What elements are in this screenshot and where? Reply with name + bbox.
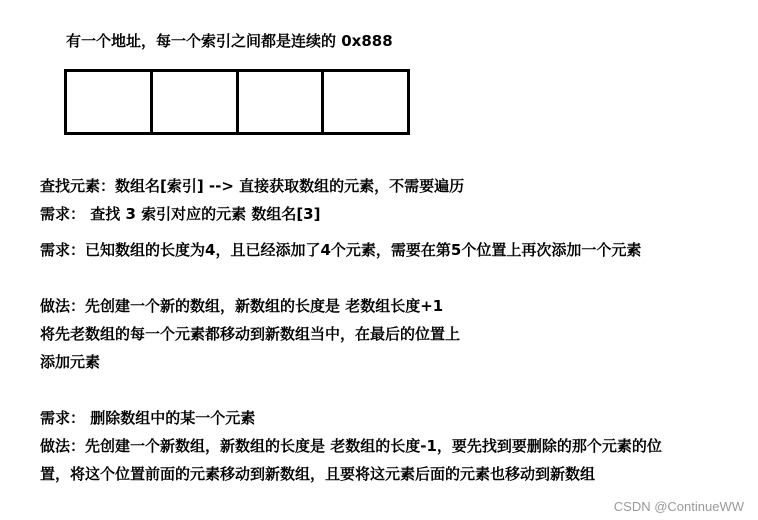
array-cell — [153, 72, 239, 132]
method-add-line-1: 做法：先创建一个新的数组，新数组的长度是 老数组长度+1 — [40, 297, 444, 315]
requirement-delete-line: 需求： 删除数组中的某一个元素 — [40, 409, 256, 427]
requirement-find-line: 需求： 查找 3 索引对应的元素 数组名[3] — [40, 205, 321, 223]
method-delete-line-2: 置，将这个位置前面的元素移动到新数组，且要将这元素后面的元素也移动到新数组 — [40, 465, 596, 483]
array-cell — [67, 72, 153, 132]
array-cell — [239, 72, 325, 132]
method-add-line-3: 添加元素 — [40, 353, 101, 371]
array-cell — [324, 72, 407, 132]
requirement-add-line: 需求：已知数组的长度为4，且已经添加了4个元素，需要在第5个位置上再次添加一个元素 — [40, 241, 642, 259]
method-add-line-2: 将先老数组的每一个元素都移动到新数组当中，在最后的位置上 — [40, 325, 461, 343]
array-diagram — [64, 69, 410, 135]
header-text: 有一个地址，每一个索引之间都是连续的 0x888 — [66, 32, 393, 50]
find-element-line: 查找元素：数组名[索引] --> 直接获取数组的元素，不需要遍历 — [40, 177, 465, 195]
csdn-watermark: CSDN @ContinueWW — [613, 499, 744, 514]
method-delete-line-1: 做法：先创建一个新数组，新数组的长度是 老数组的长度-1，要先找到要删除的那个元素的位 — [40, 437, 662, 455]
